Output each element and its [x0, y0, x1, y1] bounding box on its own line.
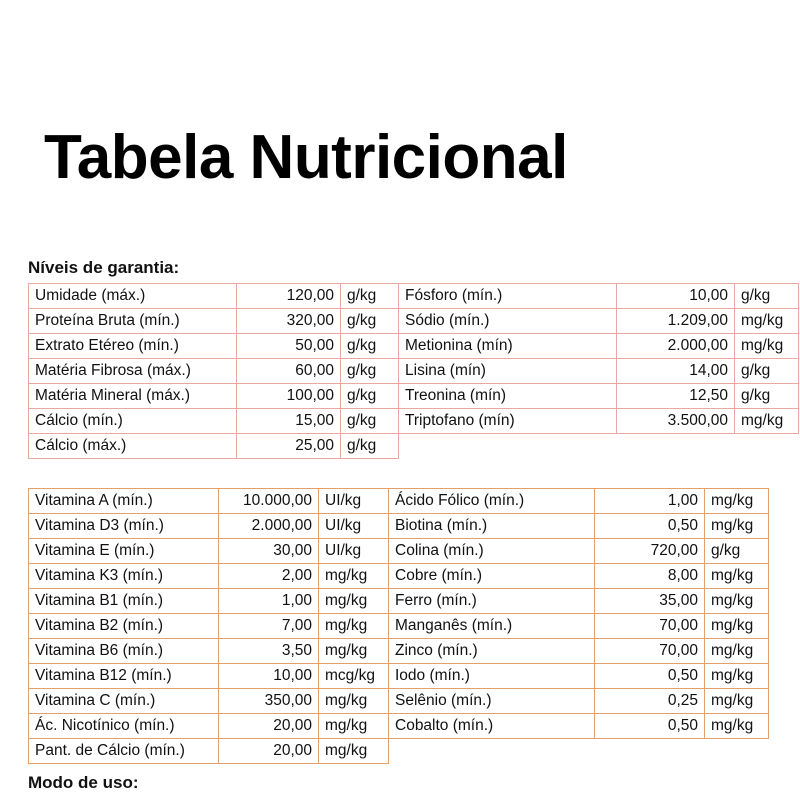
nutrient-name: Zinco (mín.): [389, 639, 595, 664]
nutrient-name: Sódio (mín.): [399, 309, 617, 334]
table-row: [29, 714, 769, 739]
nutrient-value: 3,50: [219, 639, 319, 664]
table-row: [29, 739, 769, 764]
usage-instructions-heading: Modo de uso:: [28, 773, 139, 792]
nutrient-name: Vitamina D3 (mín.): [29, 514, 219, 539]
nutrient-value: 20,00: [219, 739, 319, 764]
empty-cell: [389, 739, 595, 764]
nutrient-value: 50,00: [237, 334, 341, 359]
nutrient-value: 100,00: [237, 384, 341, 409]
guarantee-levels-body: [29, 284, 799, 459]
table-row: [29, 309, 799, 334]
nutrient-unit: mg/kg: [319, 689, 389, 714]
nutrient-unit: mg/kg: [705, 664, 769, 689]
nutrient-value: 320,00: [237, 309, 341, 334]
table-row: [29, 539, 769, 564]
empty-cell: [617, 434, 735, 459]
nutrient-name: Cobalto (mín.): [389, 714, 595, 739]
nutrient-name: Selênio (mín.): [389, 689, 595, 714]
nutrient-unit: mg/kg: [705, 564, 769, 589]
table-row: [29, 334, 799, 359]
nutrient-value: 1,00: [595, 489, 705, 514]
nutrient-name: Vitamina B6 (mín.): [29, 639, 219, 664]
nutrient-value: 10,00: [219, 664, 319, 689]
empty-cell: [399, 434, 617, 459]
nutrient-unit: mg/kg: [319, 714, 389, 739]
table-row: [29, 639, 769, 664]
nutrient-unit: mg/kg: [735, 309, 799, 334]
nutrient-unit: mg/kg: [735, 409, 799, 434]
table-row: [29, 514, 769, 539]
nutrient-unit: mg/kg: [705, 489, 769, 514]
nutrient-unit: mg/kg: [319, 614, 389, 639]
nutrient-value: 10,00: [617, 284, 735, 309]
nutrient-value: 7,00: [219, 614, 319, 639]
nutrient-name: Matéria Fibrosa (máx.): [29, 359, 237, 384]
nutrient-value: 2.000,00: [617, 334, 735, 359]
nutrient-unit: mg/kg: [319, 589, 389, 614]
nutrient-value: 25,00: [237, 434, 341, 459]
nutrient-value: 0,50: [595, 514, 705, 539]
nutrient-unit: UI/kg: [319, 539, 389, 564]
nutrient-value: 15,00: [237, 409, 341, 434]
nutrient-unit: g/kg: [341, 359, 399, 384]
nutrient-unit: mg/kg: [705, 639, 769, 664]
table-row: [29, 359, 799, 384]
nutrient-value: 20,00: [219, 714, 319, 739]
nutrient-unit: mcg/kg: [319, 664, 389, 689]
nutrient-unit: mg/kg: [319, 739, 389, 764]
table-row: [29, 589, 769, 614]
nutrient-unit: mg/kg: [705, 589, 769, 614]
nutrient-unit: UI/kg: [319, 489, 389, 514]
nutrient-value: 12,50: [617, 384, 735, 409]
nutrient-value: 35,00: [595, 589, 705, 614]
nutrient-value: 0,50: [595, 664, 705, 689]
nutrient-unit: mg/kg: [705, 714, 769, 739]
table-row: [29, 489, 769, 514]
guarantee-levels-heading: Níveis de garantia:: [28, 258, 180, 277]
nutrient-name: Ác. Nicotínico (mín.): [29, 714, 219, 739]
nutrient-value: 30,00: [219, 539, 319, 564]
guarantee-levels-table-wrapper: [28, 283, 799, 459]
nutrient-value: 0,25: [595, 689, 705, 714]
nutrient-value: 70,00: [595, 614, 705, 639]
table-row: [29, 284, 799, 309]
nutrient-name: Treonina (mín): [399, 384, 617, 409]
nutrient-name: Pant. de Cálcio (mín.): [29, 739, 219, 764]
nutrient-value: 14,00: [617, 359, 735, 384]
vitamins-minerals-body: [29, 489, 769, 764]
nutrient-value: 2,00: [219, 564, 319, 589]
nutrient-name: Biotina (mín.): [389, 514, 595, 539]
nutrient-name: Iodo (mín.): [389, 664, 595, 689]
nutrient-name: Cálcio (mín.): [29, 409, 237, 434]
nutrient-value: 1,00: [219, 589, 319, 614]
nutrient-value: 1.209,00: [617, 309, 735, 334]
table-row: [29, 409, 799, 434]
nutrient-value: 10.000,00: [219, 489, 319, 514]
nutrient-value: 0,50: [595, 714, 705, 739]
nutrient-unit: g/kg: [341, 309, 399, 334]
nutrient-unit: mg/kg: [705, 689, 769, 714]
nutrient-unit: g/kg: [341, 334, 399, 359]
nutrient-unit: g/kg: [735, 284, 799, 309]
nutrient-unit: g/kg: [341, 434, 399, 459]
vitamins-minerals-table-wrapper: [28, 488, 769, 764]
nutrient-value: 2.000,00: [219, 514, 319, 539]
nutrient-unit: g/kg: [705, 539, 769, 564]
table-row: [29, 434, 799, 459]
nutrient-name: Cobre (mín.): [389, 564, 595, 589]
empty-cell: [595, 739, 705, 764]
nutrient-value: 8,00: [595, 564, 705, 589]
nutrient-name: Vitamina K3 (mín.): [29, 564, 219, 589]
nutrient-name: Umidade (máx.): [29, 284, 237, 309]
nutrient-name: Colina (mín.): [389, 539, 595, 564]
nutrient-unit: UI/kg: [319, 514, 389, 539]
nutrient-name: Triptofano (mín): [399, 409, 617, 434]
table-row: [29, 664, 769, 689]
nutrient-value: 70,00: [595, 639, 705, 664]
nutrient-name: Vitamina C (mín.): [29, 689, 219, 714]
nutrient-unit: g/kg: [735, 359, 799, 384]
nutrient-name: Vitamina A (mín.): [29, 489, 219, 514]
nutrient-unit: mg/kg: [705, 514, 769, 539]
nutrient-value: 720,00: [595, 539, 705, 564]
nutrient-name: Fósforo (mín.): [399, 284, 617, 309]
nutrient-value: 60,00: [237, 359, 341, 384]
nutrient-value: 350,00: [219, 689, 319, 714]
table-row: [29, 564, 769, 589]
nutrient-unit: mg/kg: [319, 564, 389, 589]
nutrient-name: Proteína Bruta (mín.): [29, 309, 237, 334]
nutrient-unit: mg/kg: [735, 334, 799, 359]
nutrient-name: Vitamina B2 (mín.): [29, 614, 219, 639]
guarantee-levels-table: [28, 283, 799, 459]
nutrient-unit: g/kg: [341, 384, 399, 409]
table-row: [29, 614, 769, 639]
nutrient-value: 120,00: [237, 284, 341, 309]
nutrient-unit: g/kg: [735, 384, 799, 409]
nutrient-name: Lisina (mín): [399, 359, 617, 384]
nutrient-unit: mg/kg: [319, 639, 389, 664]
empty-cell: [705, 739, 769, 764]
nutrient-unit: g/kg: [341, 284, 399, 309]
nutrient-name: Manganês (mín.): [389, 614, 595, 639]
nutrient-unit: mg/kg: [705, 614, 769, 639]
nutrient-name: Vitamina B12 (mín.): [29, 664, 219, 689]
nutrient-unit: g/kg: [341, 409, 399, 434]
table-row: [29, 384, 799, 409]
nutrient-value: 3.500,00: [617, 409, 735, 434]
page-title: Tabela Nutricional: [44, 122, 568, 192]
nutrient-name: Cálcio (máx.): [29, 434, 237, 459]
empty-cell: [735, 434, 799, 459]
nutrient-name: Ferro (mín.): [389, 589, 595, 614]
vitamins-minerals-table: [28, 488, 769, 764]
nutrient-name: Vitamina B1 (mín.): [29, 589, 219, 614]
nutrient-name: Matéria Mineral (máx.): [29, 384, 237, 409]
nutrient-name: Ácido Fólico (mín.): [389, 489, 595, 514]
nutrient-name: Vitamina E (mín.): [29, 539, 219, 564]
nutrient-name: Extrato Etéreo (mín.): [29, 334, 237, 359]
nutrient-name: Metionina (mín): [399, 334, 617, 359]
table-row: [29, 689, 769, 714]
